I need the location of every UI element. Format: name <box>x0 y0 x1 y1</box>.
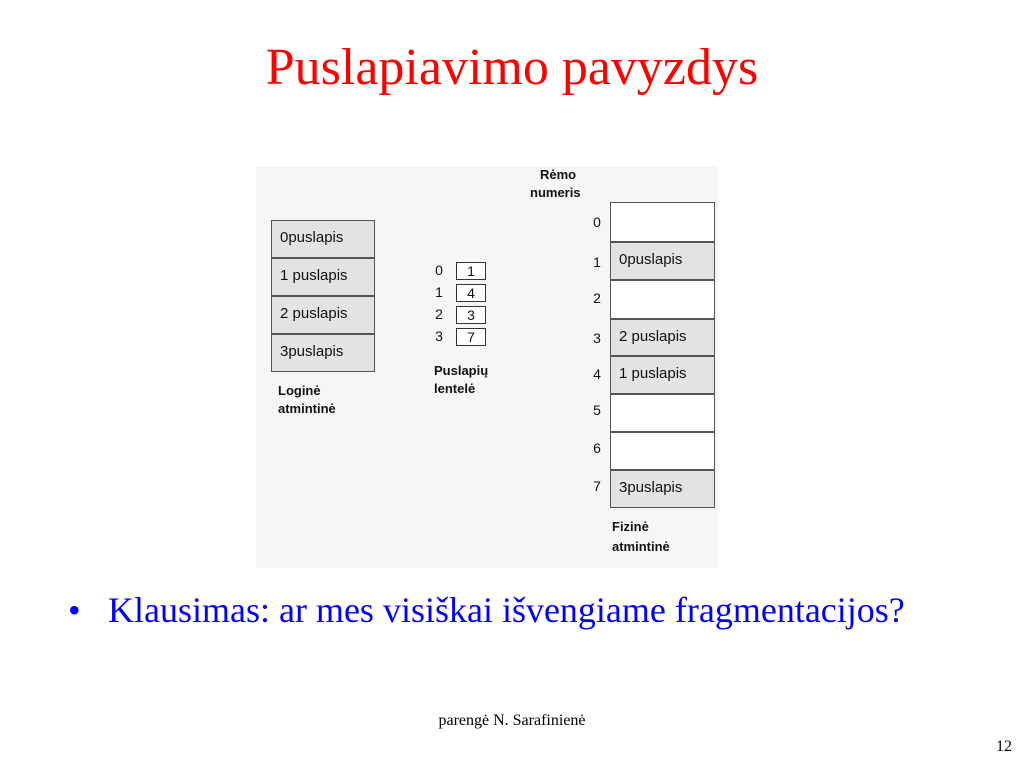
page-table-index-1: 1 <box>435 284 443 300</box>
logical-page-1: 1 puslapis <box>271 258 375 296</box>
page-table-frame-0: 1 <box>456 262 486 280</box>
physical-frame-5 <box>610 394 715 432</box>
logical-memory-caption-2: atmintinė <box>278 401 336 416</box>
physical-memory-caption-1: Fizinė <box>612 519 649 534</box>
page-table-frame-3: 7 <box>456 328 486 346</box>
page-table-frame-1: 4 <box>456 284 486 302</box>
page-table-frame-2: 3 <box>456 306 486 324</box>
logical-page-2: 2 puslapis <box>271 296 375 334</box>
physical-frame-4: 1 puslapis <box>610 356 715 394</box>
physical-frame-3: 2 puslapis <box>610 319 715 356</box>
frame-index-3: 3 <box>593 330 601 346</box>
page-table-index-2: 2 <box>435 306 443 322</box>
footer-author: parengė N. Sarafinienė <box>438 712 586 729</box>
physical-frame-7: 3puslapis <box>610 470 715 508</box>
bullet-icon: • <box>68 590 81 630</box>
question-text: Klausimas: ar mes visiškai išvengiame fragmentacijos? <box>108 590 905 630</box>
page-table-caption-2: lentelė <box>434 381 476 396</box>
physical-memory-caption-2: atmintinė <box>612 539 670 554</box>
physical-frame-2 <box>610 280 715 319</box>
frame-index-2: 2 <box>593 290 601 306</box>
frame-index-4: 4 <box>593 366 601 382</box>
page-table-caption-1: Puslapių <box>434 363 489 378</box>
frame-index-7: 7 <box>593 478 601 494</box>
frame-number-header-1: Rėmo <box>540 167 577 182</box>
logical-memory-caption-1: Loginė <box>278 383 321 398</box>
paging-diagram <box>256 166 718 568</box>
frame-index-6: 6 <box>593 440 601 456</box>
physical-frame-1: 0puslapis <box>610 242 715 280</box>
frame-index-5: 5 <box>593 402 601 418</box>
slide-title: Puslapiavimo pavyzdys <box>265 39 759 96</box>
page-table-index-3: 3 <box>435 328 443 344</box>
physical-frame-0 <box>610 202 715 242</box>
physical-frame-6 <box>610 432 715 470</box>
page-table-index-0: 0 <box>435 262 443 278</box>
frame-index-0: 0 <box>593 214 601 230</box>
logical-page-0: 0puslapis <box>271 220 375 258</box>
frame-number-header-2: numeris <box>530 185 581 200</box>
logical-page-3: 3puslapis <box>271 334 375 372</box>
page-number: 12 <box>996 738 1012 755</box>
frame-index-1: 1 <box>593 254 601 270</box>
